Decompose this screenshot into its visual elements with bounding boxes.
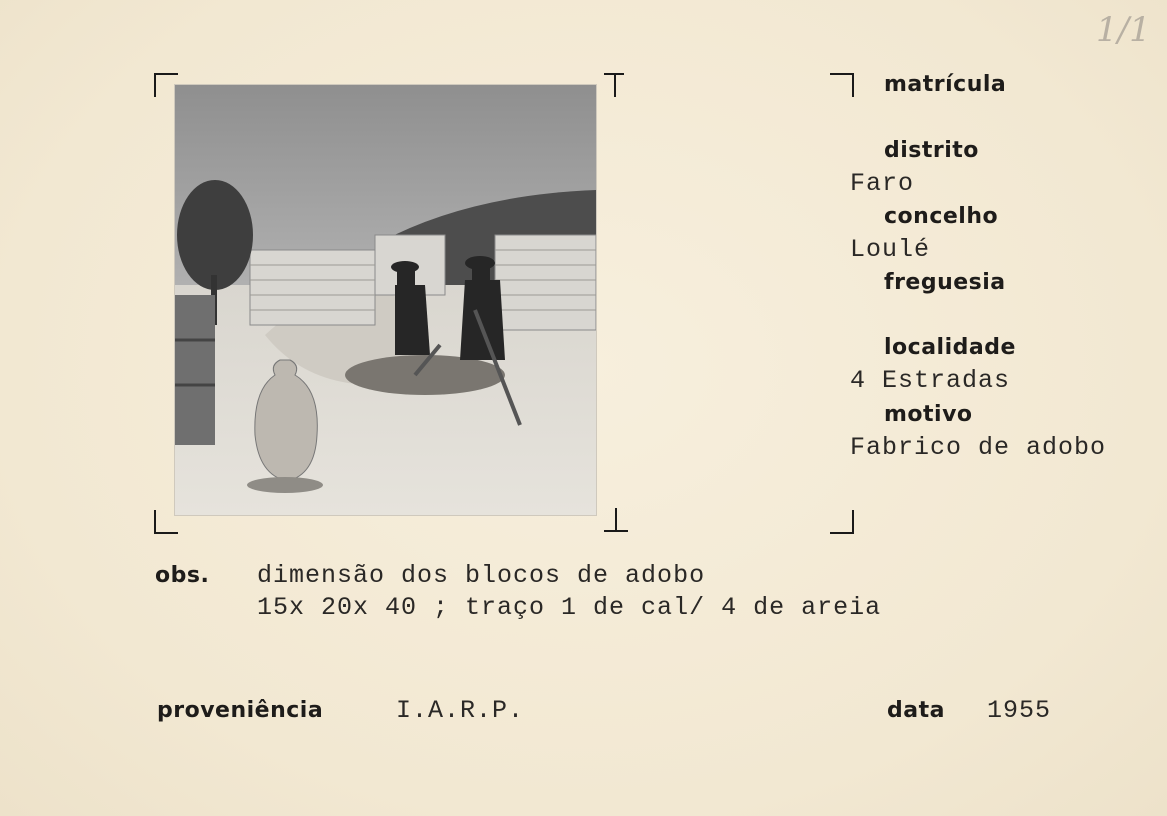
data-value: 1955 bbox=[987, 696, 1052, 725]
matricula-label: matrícula bbox=[884, 72, 1007, 97]
distrito-value: Faro bbox=[850, 169, 915, 198]
freguesia-label: freguesia bbox=[884, 270, 1006, 295]
motivo-value: Fabrico de adobo bbox=[850, 433, 1107, 462]
obs-label: obs. bbox=[155, 563, 210, 588]
concelho-value: Loulé bbox=[850, 235, 931, 264]
localidade-label: localidade bbox=[884, 335, 1016, 360]
fields-corner-top bbox=[830, 73, 854, 97]
fields-corner-bottom bbox=[830, 510, 854, 534]
proveniencia-value: I.A.R.P. bbox=[396, 696, 525, 725]
obs-line-2: 15x 20x 40 ; traço 1 de cal/ 4 de areia bbox=[257, 593, 882, 622]
photo-corner-top-right-stem bbox=[614, 73, 616, 97]
distrito-label: distrito bbox=[884, 138, 979, 163]
photograph-icon bbox=[175, 85, 596, 515]
photo-corner-bottom-right-stem bbox=[615, 508, 617, 530]
photo-corner-bottom-right bbox=[604, 530, 628, 532]
localidade-value: 4 Estradas bbox=[850, 366, 1011, 395]
motivo-label: motivo bbox=[884, 402, 973, 427]
concelho-label: concelho bbox=[884, 204, 999, 229]
sheet-number: 1/1 bbox=[1096, 10, 1151, 50]
photograph bbox=[174, 84, 597, 516]
proveniencia-label: proveniência bbox=[157, 698, 324, 723]
data-label: data bbox=[887, 698, 945, 723]
obs-line-1: dimensão dos blocos de adobo bbox=[257, 561, 706, 590]
